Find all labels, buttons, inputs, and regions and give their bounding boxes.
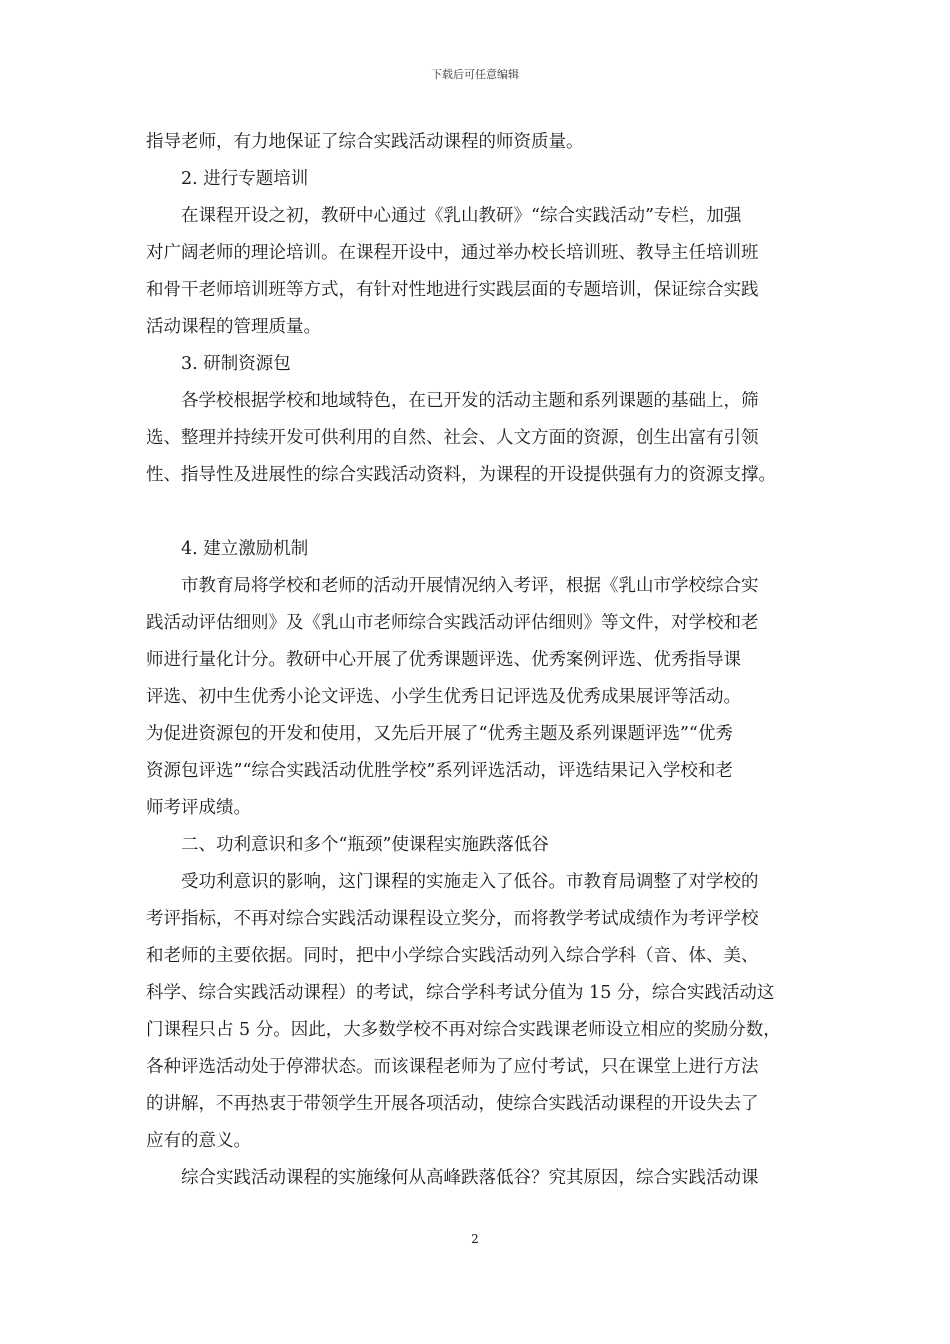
- text-line: 师进行量化计分。教研中心开展了优秀课题评选、优秀案例评选、优秀指导课: [146, 650, 741, 670]
- text-line: 门课程只占 5 分。因此，大多数学校不再对综合实践课老师设立相应的奖励分数，: [146, 1020, 781, 1040]
- text-line: 应有的意义。: [146, 1131, 251, 1151]
- blank-line: [146, 494, 818, 531]
- text-line: 资源包评选”“综合实践活动优胜学校”系列评选活动，评选结果记入学校和老: [146, 761, 733, 781]
- text-line: 为促进资源包的开发和使用，又先后开展了“优秀主题及系列课题评选”“优秀: [146, 724, 733, 744]
- text-line: 的讲解，不再热衷于带领学生开展各项活动，使综合实践活动课程的开设失去了: [146, 1094, 759, 1114]
- text-line: 评选、初中生优秀小论文评选、小学生优秀日记评选及优秀成果展评等活动。: [146, 687, 741, 707]
- document-body: [146, 124, 818, 1197]
- page-number: 2: [471, 1232, 479, 1246]
- section-heading: 4. 建立激励机制: [181, 539, 309, 559]
- section-heading: 二、功利意识和多个“瓶颈”使课程实施跌落低谷: [181, 835, 549, 855]
- text-line: 受功利意识的影响，这门课程的实施走入了低谷。市教育局调整了对学校的: [181, 872, 759, 892]
- text-line: 市教育局将学校和老师的活动开展情况纳入考评，根据《乳山市学校综合实: [181, 576, 759, 596]
- text-line: 和老师的主要依据。同时，把中小学综合实践活动列入综合学科（音、体、美、: [146, 946, 759, 966]
- page-header: 下载后可任意编辑: [431, 68, 519, 81]
- text-line: 师考评成绩。: [146, 798, 251, 818]
- text-line: 选、整理并持续开发可供利用的自然、社会、人文方面的资源，创生出富有引领: [146, 428, 759, 448]
- section-heading: 3. 研制资源包: [181, 354, 291, 374]
- text-line: 各学校根据学校和地域特色，在已开发的活动主题和系列课题的基础上，筛: [181, 391, 759, 411]
- text-line: 在课程开设之初，教研中心通过《乳山教研》“综合实践活动”专栏，加强: [181, 206, 742, 226]
- text-line: 考评指标，不再对综合实践活动课程设立奖分，而将教学考试成绩作为考评学校: [146, 909, 759, 929]
- section-heading: 2. 进行专题培训: [181, 169, 309, 189]
- text-line: 各种评选活动处于停滞状态。而该课程老师为了应付考试，只在课堂上进行方法: [146, 1057, 759, 1077]
- text-line: 对广阔老师的理论培训。在课程开设中，通过举办校长培训班、教导主任培训班: [146, 243, 759, 263]
- text-line: 活动课程的管理质量。: [146, 317, 321, 337]
- text-line: 性、指导性及进展性的综合实践活动资料，为课程的开设提供强有力的资源支撑。: [146, 465, 776, 485]
- text-line: 综合实践活动课程的实施缘何从高峰跌落低谷？究其原因，综合实践活动课: [181, 1168, 759, 1188]
- text-line: 指导老师，有力地保证了综合实践活动课程的师资质量。: [146, 132, 584, 152]
- text-line: 践活动评估细则》及《乳山市老师综合实践活动评估细则》等文件，对学校和老: [146, 613, 759, 633]
- text-line: 和骨干老师培训班等方式，有针对性地进行实践层面的专题培训，保证综合实践: [146, 280, 759, 300]
- text-line: 科学、综合实践活动课程）的考试，综合学科考试分值为 15 分，综合实践活动这: [146, 983, 775, 1003]
